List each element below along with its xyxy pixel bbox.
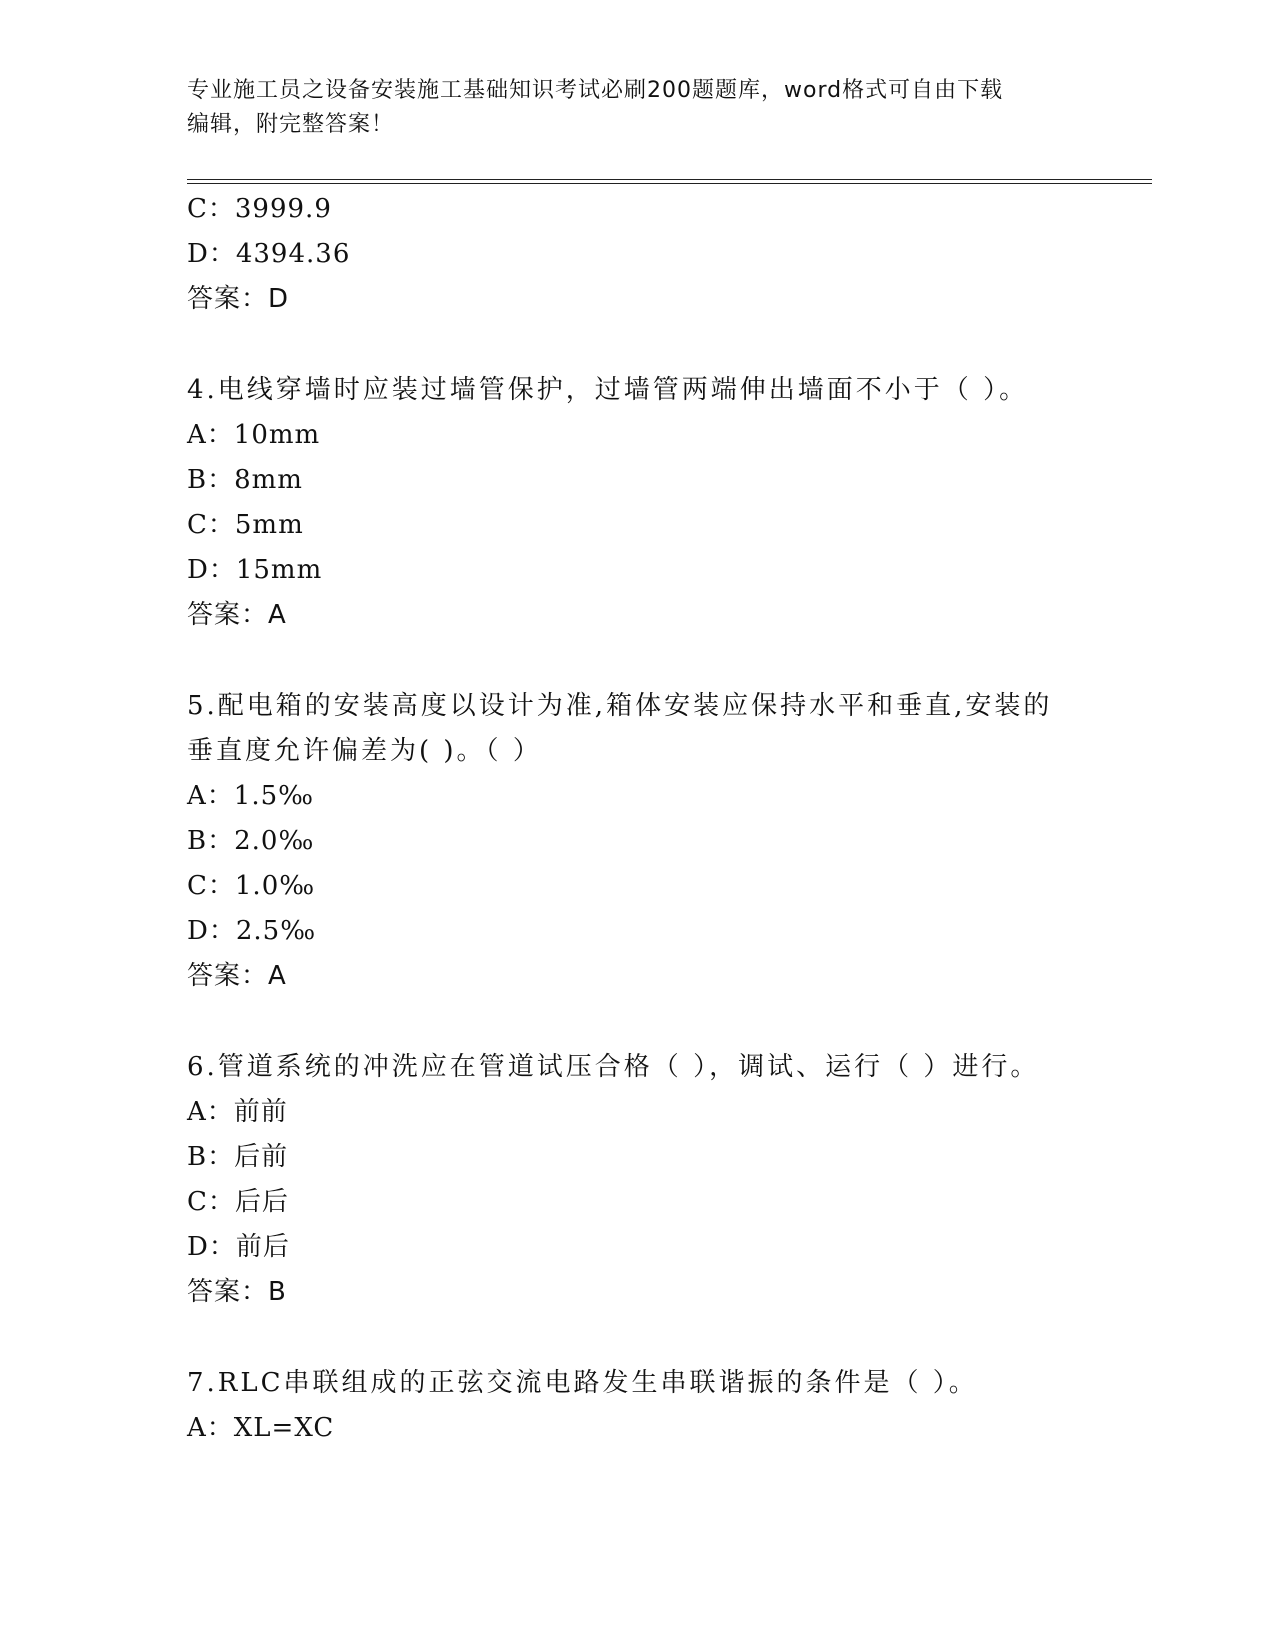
q6-option-d: D：前后 <box>187 1232 290 1262</box>
q4-question: 4.电线穿墙时应装过墙管保护，过墙管两端伸出墙面不小于（ ）。 <box>187 375 1029 405</box>
q5-option-a: A：1.5‰ <box>187 781 315 811</box>
header-title-line-2: 编辑，附完整答案！ <box>187 112 395 137</box>
q5-answer: 答案：A <box>187 961 287 991</box>
q3-option-d: D：4394.36 <box>187 239 351 269</box>
q6-question: 6.管道系统的冲洗应在管道试压合格（ ），调试、运行（ ）进行。 <box>187 1052 1040 1082</box>
header-title-line-1: 专业施工员之设备安装施工基础知识考试必刷200题题库，word格式可自由下载 <box>187 78 1004 103</box>
q6-option-c: C：后后 <box>187 1187 289 1217</box>
q4-option-d: D：15mm <box>187 555 323 585</box>
q5-question-line-2: 垂直度允许偏差为( )。（ ） <box>187 736 542 766</box>
q5-option-d: D：2.5‰ <box>187 916 317 946</box>
q7-option-a: A：XL=XC <box>187 1413 335 1443</box>
q5-option-c: C：1.0‰ <box>187 871 316 901</box>
q7-question: 7.RLC串联组成的正弦交流电路发生串联谐振的条件是（ ）。 <box>187 1368 978 1398</box>
q3-answer: 答案：D <box>187 284 290 314</box>
q4-answer: 答案：A <box>187 600 287 630</box>
q6-option-a: A：前前 <box>187 1097 288 1127</box>
q6-option-b: B：后前 <box>187 1142 289 1172</box>
document-header <box>187 74 1077 142</box>
header-divider-bottom <box>187 183 1152 184</box>
q5-question-line-1: 5.配电箱的安装高度以设计为准,箱体安装应保持水平和垂直,安装的 <box>187 691 1053 721</box>
q4-option-c: C：5mm <box>187 510 304 540</box>
header-divider-top <box>187 179 1152 180</box>
q3-option-c: C：3999.9 <box>187 194 332 224</box>
q4-option-b: B：8mm <box>187 465 303 495</box>
q5-option-b: B：2.0‰ <box>187 826 315 856</box>
q4-option-a: A：10mm <box>187 420 321 450</box>
q6-answer: 答案：B <box>187 1277 287 1307</box>
